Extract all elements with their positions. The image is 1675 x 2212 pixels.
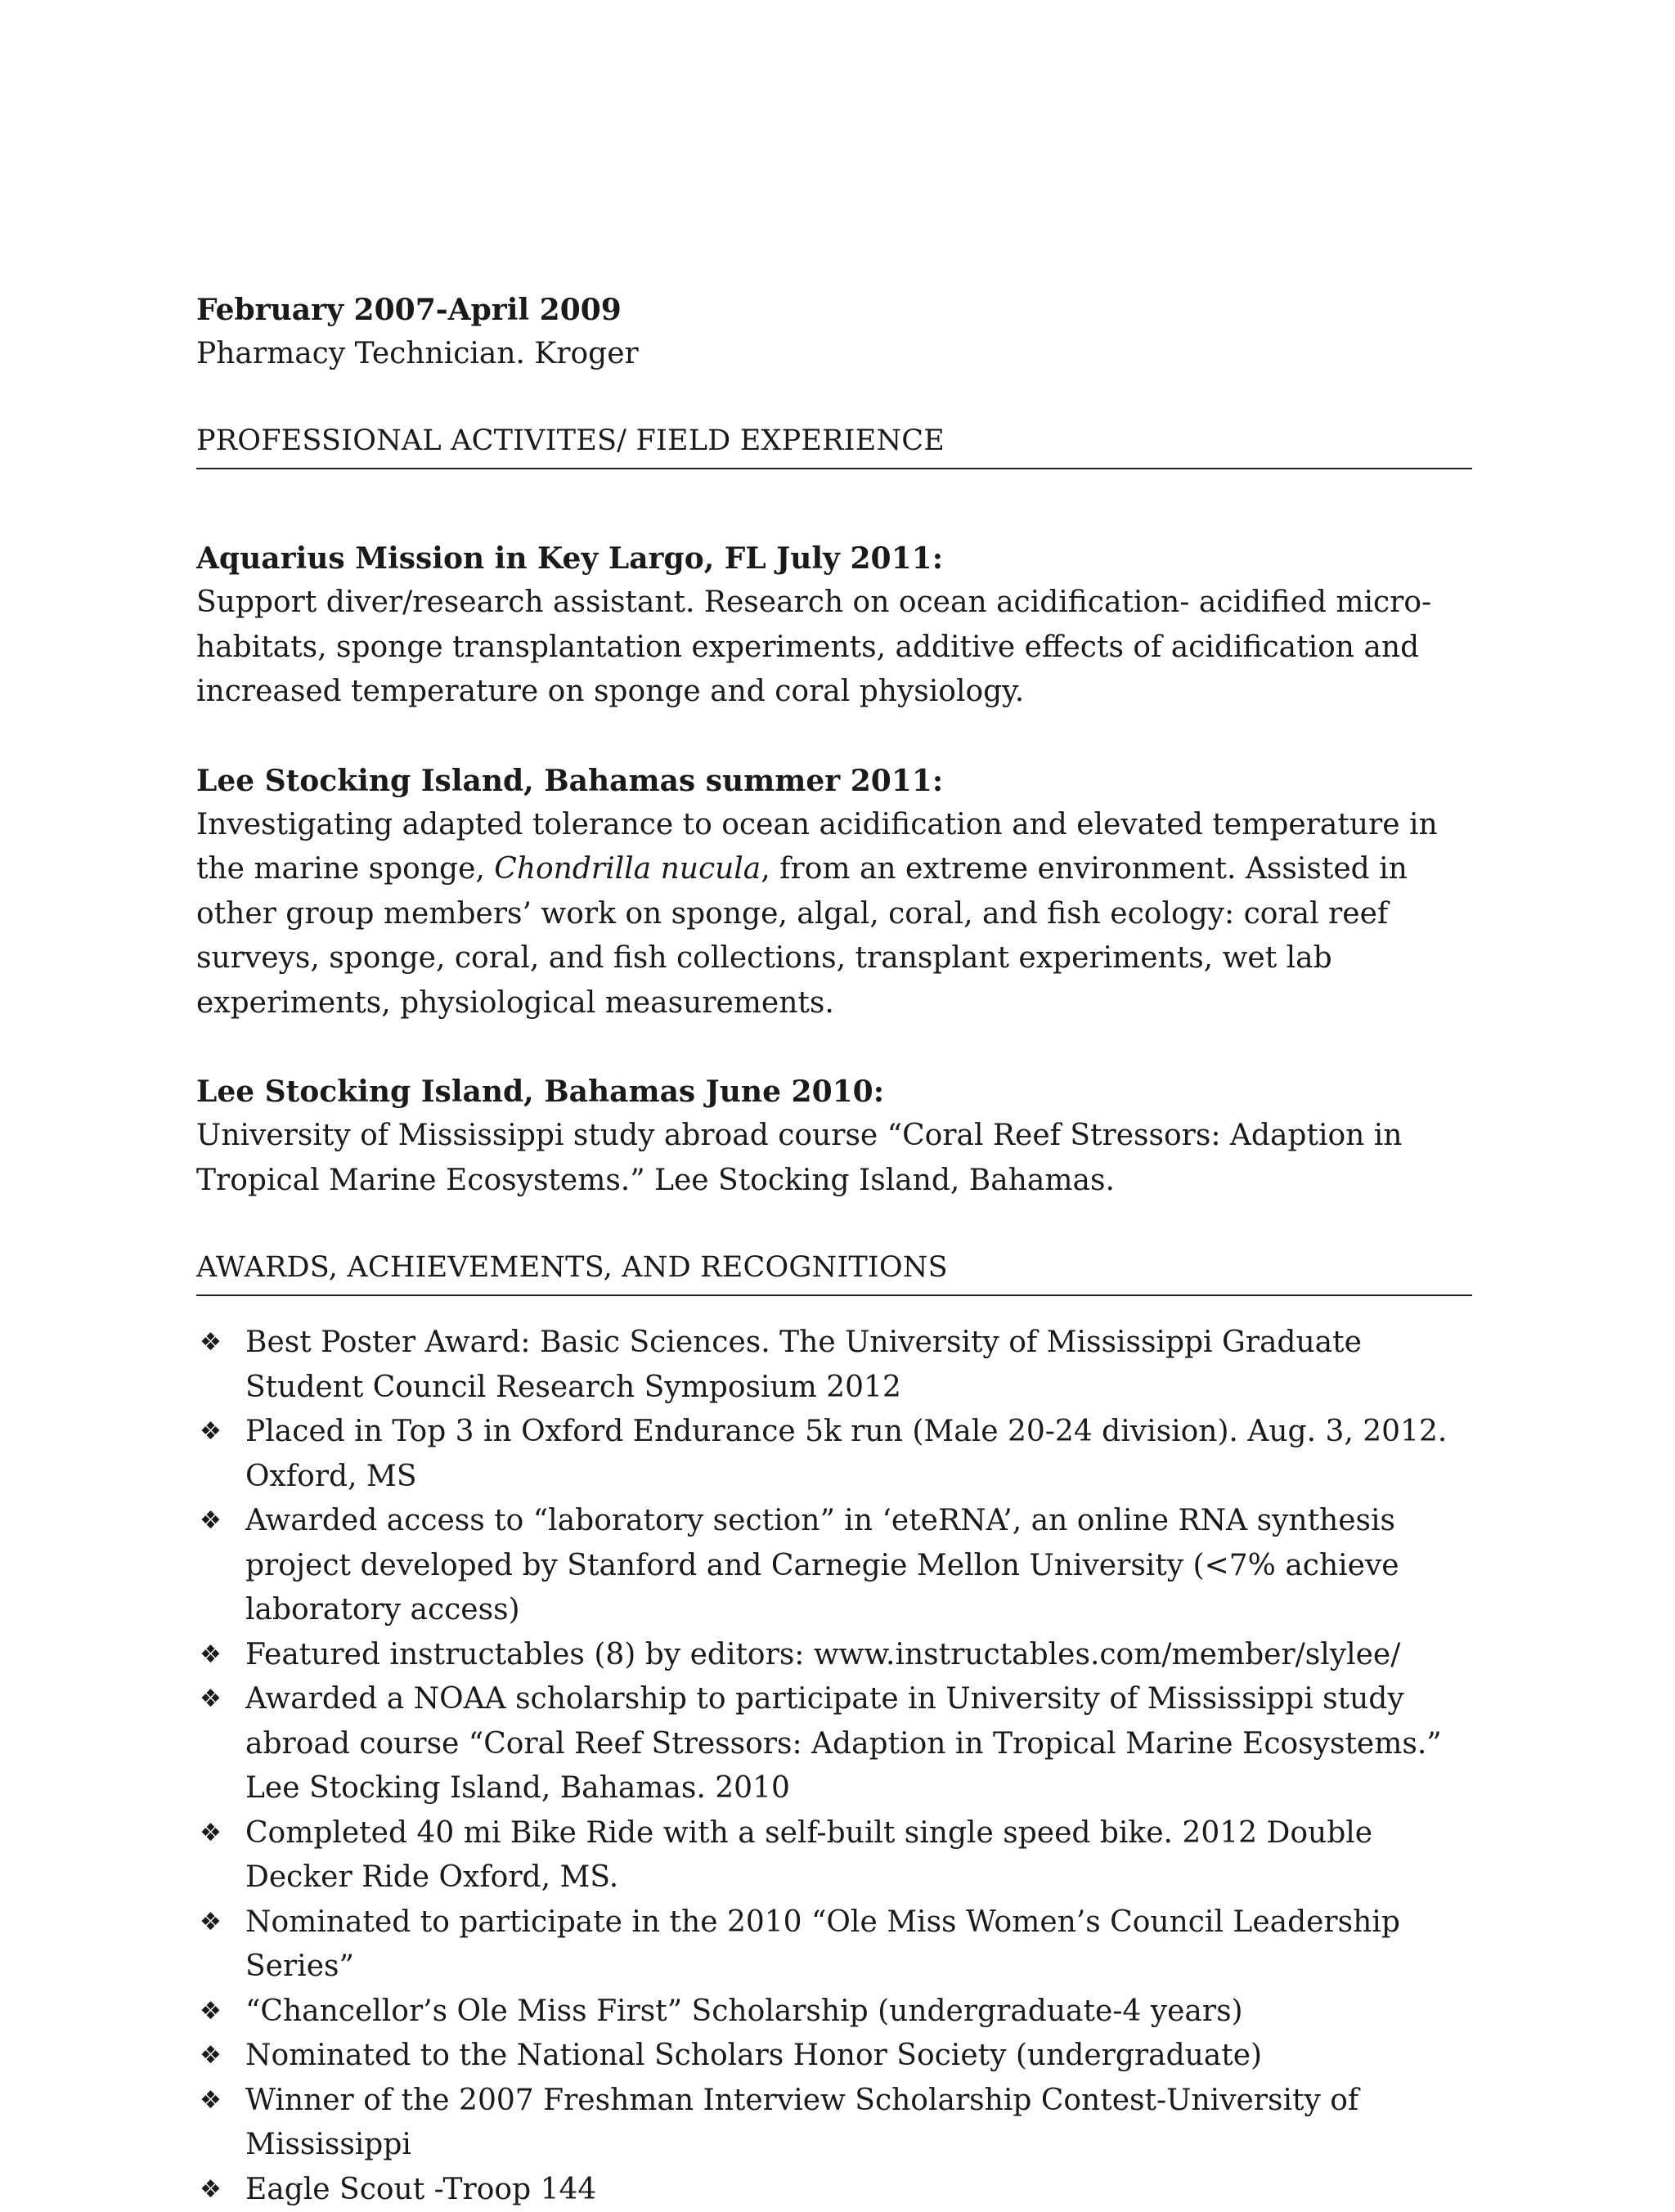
award-text: Nominated to participate in the 2010 “Ole Miss Women’s Council Leadership Series” bbox=[245, 1905, 1400, 1984]
diamond-bullet-icon: ❖ bbox=[200, 2168, 222, 2212]
diamond-bullet-icon: ❖ bbox=[200, 1633, 222, 1678]
list-item bbox=[196, 2034, 1472, 2079]
job-title: Pharmacy Technician. Kroger bbox=[196, 332, 1472, 376]
award-text: Awarded access to “laboratory section” in ‘eteRNA’, an online RNA synthesis project developed by Stanford and Carnegie Mellon University (<7% achieve laboratory access) bbox=[245, 1504, 1399, 1626]
list-item bbox=[196, 2079, 1472, 2168]
resume-page bbox=[196, 288, 1472, 2212]
field-entry bbox=[196, 536, 1472, 715]
section-heading-field-experience: PROFESSIONAL ACTIVITES/ FIELD EXPERIENCE bbox=[196, 419, 1472, 469]
field-entry bbox=[196, 1070, 1472, 1203]
entry-body: Support diver/research assistant. Research on ocean acidification- acidified micro-habitats, sponge transplantation experiments, additive effects of acidification and increased temperature on sponge and coral physiology. bbox=[196, 581, 1472, 715]
entry-body-text: Investigating adapted tolerance to ocean acidification and elevated temperature in the marine sponge, bbox=[196, 808, 1438, 886]
list-item bbox=[196, 1321, 1472, 1410]
entry-title: Lee Stocking Island, Bahamas summer 2011: bbox=[196, 759, 1472, 803]
diamond-bullet-icon: ❖ bbox=[200, 1990, 222, 2035]
diamond-bullet-icon: ❖ bbox=[200, 1900, 222, 1945]
diamond-bullet-icon: ❖ bbox=[200, 1677, 222, 1722]
awards-list bbox=[196, 1321, 1472, 2212]
job-date: February 2007-April 2009 bbox=[196, 288, 1472, 332]
award-text: Best Poster Award: Basic Sciences. The University of Mississippi Graduate Student Council Research Symposium 2012 bbox=[245, 1326, 1362, 1404]
award-text: “Chancellor’s Ole Miss First” Scholarship (undergraduate-4 years) bbox=[245, 1994, 1243, 2028]
field-entry bbox=[196, 759, 1472, 1026]
section-heading-awards: AWARDS, ACHIEVEMENTS, AND RECOGNITIONS bbox=[196, 1245, 1472, 1296]
diamond-bullet-icon: ❖ bbox=[200, 2079, 222, 2124]
award-text: Placed in Top 3 in Oxford Endurance 5k run (Male 20-24 division). Aug. 3, 2012. Oxford, MS bbox=[245, 1415, 1447, 1493]
list-item bbox=[196, 2168, 1472, 2212]
list-item bbox=[196, 1633, 1472, 1678]
entry-title: Aquarius Mission in Key Largo, FL July 2011: bbox=[196, 536, 1472, 581]
list-item bbox=[196, 1900, 1472, 1990]
entry-body bbox=[196, 803, 1472, 1026]
award-text: Eagle Scout -Troop 144 bbox=[245, 2173, 596, 2206]
award-text: Nominated to the National Scholars Honor Society (undergraduate) bbox=[245, 2039, 1262, 2072]
diamond-bullet-icon: ❖ bbox=[200, 1811, 222, 1856]
list-item bbox=[196, 1499, 1472, 1633]
award-text: Awarded a NOAA scholarship to participate in University of Mississippi study abroad course “Coral Reef Stressors: Adaption in Tropical Marine Ecosystems.” Lee Stocking Island, Bahamas. 2010 bbox=[245, 1682, 1442, 1805]
award-text: Winner of the 2007 Freshman Interview Scholarship Contest-University of Mississippi bbox=[245, 2084, 1358, 2162]
award-text: Completed 40 mi Bike Ride with a self-built single speed bike. 2012 Double Decker Ride Oxford, MS. bbox=[245, 1816, 1372, 1895]
diamond-bullet-icon: ❖ bbox=[200, 1410, 222, 1455]
list-item bbox=[196, 1811, 1472, 1900]
entry-body: University of Mississippi study abroad course “Coral Reef Stressors: Adaption in Tropical Marine Ecosystems.” Lee Stocking Island, Bahamas. bbox=[196, 1114, 1472, 1203]
list-item bbox=[196, 1677, 1472, 1811]
diamond-bullet-icon: ❖ bbox=[200, 1499, 222, 1544]
award-text: Featured instructables (8) by editors: www.instructables.com/member/slylee/ bbox=[245, 1638, 1400, 1671]
entry-title: Lee Stocking Island, Bahamas June 2010: bbox=[196, 1070, 1472, 1114]
species-name: Chondrilla nucula bbox=[494, 852, 761, 886]
list-item bbox=[196, 1410, 1472, 1499]
diamond-bullet-icon: ❖ bbox=[200, 2034, 222, 2079]
diamond-bullet-icon: ❖ bbox=[200, 1321, 222, 1366]
entry-body-text: , from an extreme environment. Assisted in other group members’ work on sponge, algal, coral, and fish ecology: coral reef surveys, sponge, coral, and fish collections, transplant experiments, wet lab experiments, physiological measurements. bbox=[196, 852, 1408, 1020]
list-item bbox=[196, 1990, 1472, 2035]
